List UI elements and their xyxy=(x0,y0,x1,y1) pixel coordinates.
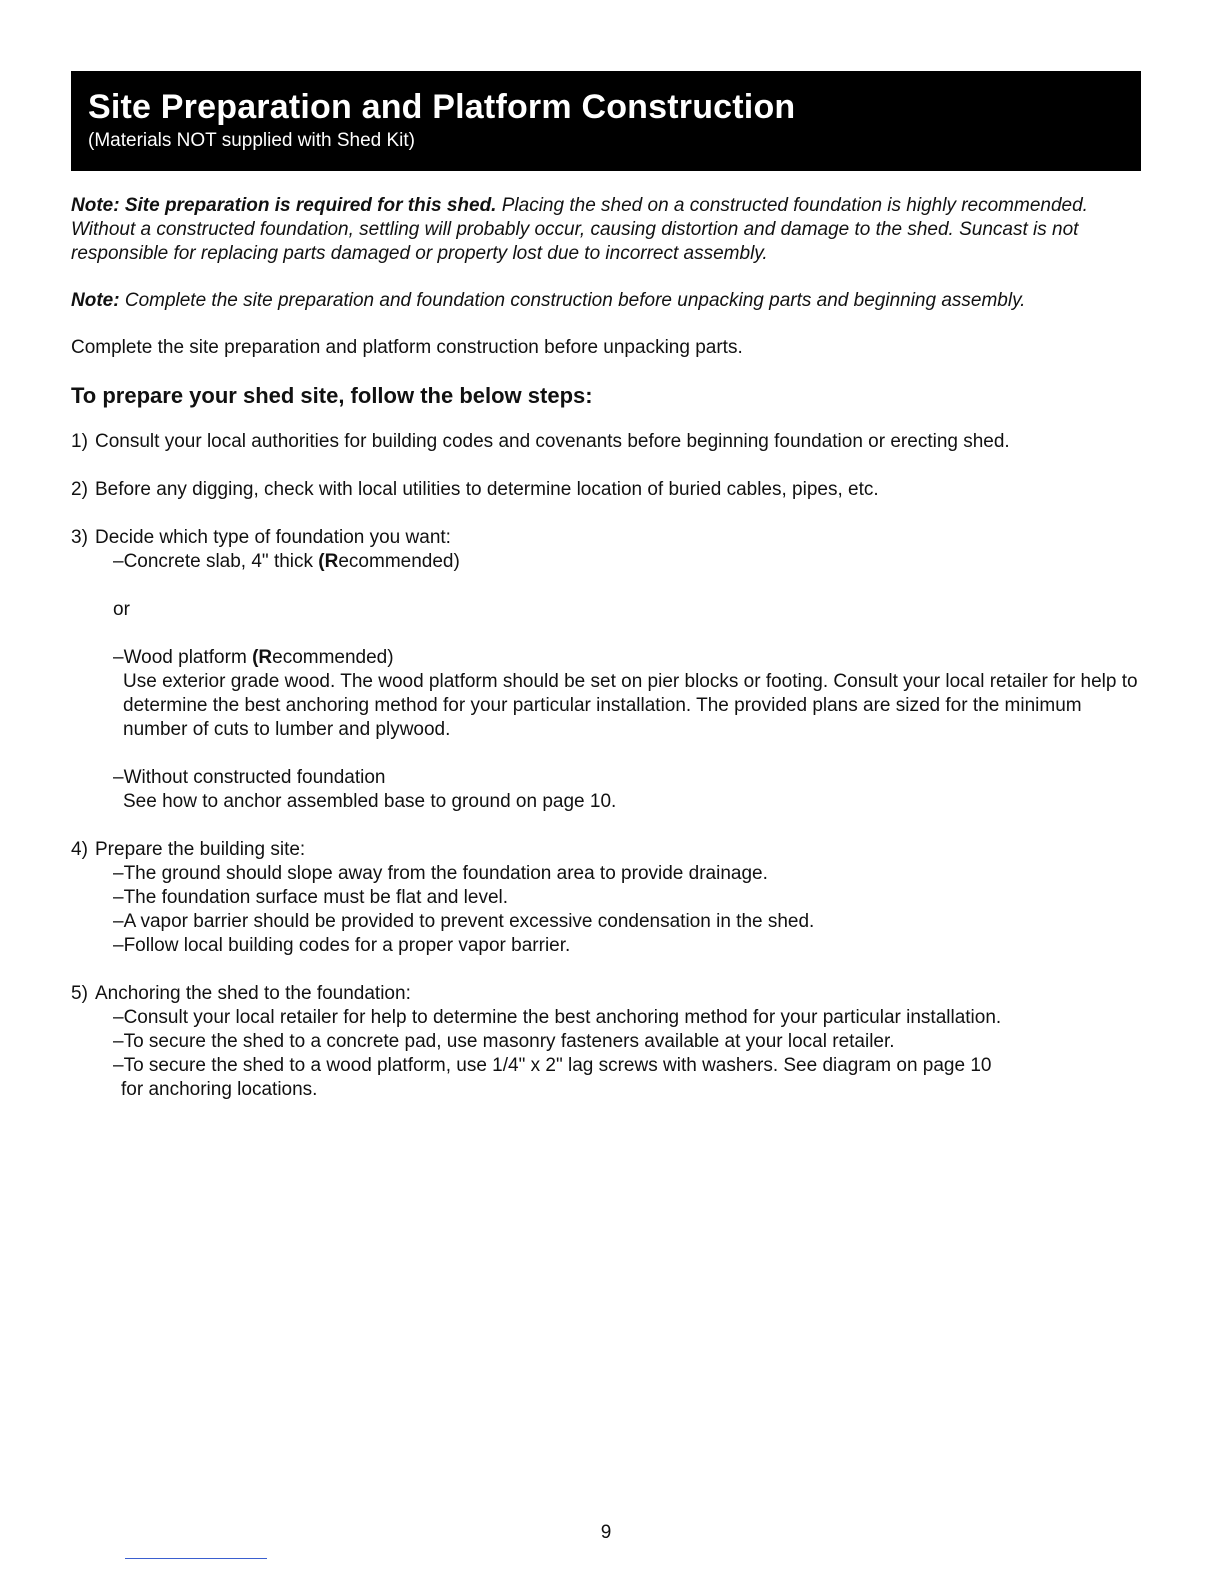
step-number: 4) xyxy=(71,839,88,860)
list-item: –A vapor barrier should be provided to prevent excessive condensation in the shed. xyxy=(113,911,815,932)
note-body: Placing the shed on a constructed foundation is highly recommended. Without a constructed foundation, settling will probably occur, causing distortion and damage to the shed. Suncast is not responsible for replacing parts damaged or property lost due to incorrect assembly. xyxy=(71,195,1088,264)
list-item: –Follow local building codes for a proper vapor barrier. xyxy=(113,935,571,956)
wood-platform-detail: Use exterior grade wood. The wood platform should be set on pier blocks or footing. Consult your local retailer for help to determine the best anchoring method for your particular installation. The provided plans are sized for the minimum number of cuts to lumber and plywood. xyxy=(123,671,1138,740)
without-foundation-detail: See how to anchor assembled base to ground on page 10. xyxy=(123,791,617,812)
list-item-continuation: for anchoring locations. xyxy=(121,1079,318,1100)
step-text: Prepare the building site: xyxy=(95,839,306,860)
page-subtitle: (Materials NOT supplied with Shed Kit) xyxy=(88,130,415,151)
note-lead: Note: Site preparation is required for this shed. xyxy=(71,195,497,216)
step-text: Decide which type of foundation you want: xyxy=(95,527,451,548)
note-site-preparation xyxy=(71,194,1146,266)
option-or: or xyxy=(113,599,130,620)
step-4 xyxy=(71,838,1146,958)
footer-divider xyxy=(125,1558,267,1559)
step-number: 3) xyxy=(71,527,88,548)
list-item: –To secure the shed to a concrete pad, use masonry fasteners available at your local retailer. xyxy=(113,1031,895,1052)
note-body: Complete the site preparation and foundation construction before unpacking parts and beginning assembly. xyxy=(119,290,1026,311)
list-item: –Consult your local retailer for help to determine the best anchoring method for your particular installation. xyxy=(113,1007,1002,1028)
note-complete-site xyxy=(71,289,1146,313)
list-item: –To secure the shed to a wood platform, use 1/4" x 2" lag screws with washers. See diagram on page 10 xyxy=(113,1055,992,1076)
option-concrete-slab: –Concrete slab, 4" thick (Recommended) xyxy=(113,551,460,572)
option-without-foundation: –Without constructed foundation xyxy=(113,767,386,788)
list-item: –The foundation surface must be flat and level. xyxy=(113,887,509,908)
document-body xyxy=(71,194,1146,1102)
steps-heading: To prepare your shed site, follow the below steps: xyxy=(71,383,593,408)
list-item: –The ground should slope away from the foundation area to provide drainage. xyxy=(113,863,768,884)
intro-paragraph: Complete the site preparation and platform construction before unpacking parts. xyxy=(71,337,743,358)
step-5 xyxy=(71,982,1146,1102)
note-lead: Note: xyxy=(71,290,120,311)
step-number: 2) xyxy=(71,479,88,500)
step-number: 5) xyxy=(71,983,88,1004)
page-number: 9 xyxy=(600,1522,612,1543)
option-wood-platform: –Wood platform (Recommended) xyxy=(113,647,394,668)
step-text: Anchoring the shed to the foundation: xyxy=(95,983,411,1004)
step-number: 1) xyxy=(71,431,88,452)
step-2 xyxy=(71,478,1146,502)
step-text: Before any digging, check with local utilities to determine location of buried cables, pipes, etc. xyxy=(95,479,879,500)
page-title: Site Preparation and Platform Construction xyxy=(88,88,796,126)
step-3 xyxy=(71,526,1146,814)
step-text: Consult your local authorities for building codes and covenants before beginning foundation or erecting shed. xyxy=(95,431,1010,452)
step-1 xyxy=(71,430,1146,454)
page-header xyxy=(71,71,1141,171)
